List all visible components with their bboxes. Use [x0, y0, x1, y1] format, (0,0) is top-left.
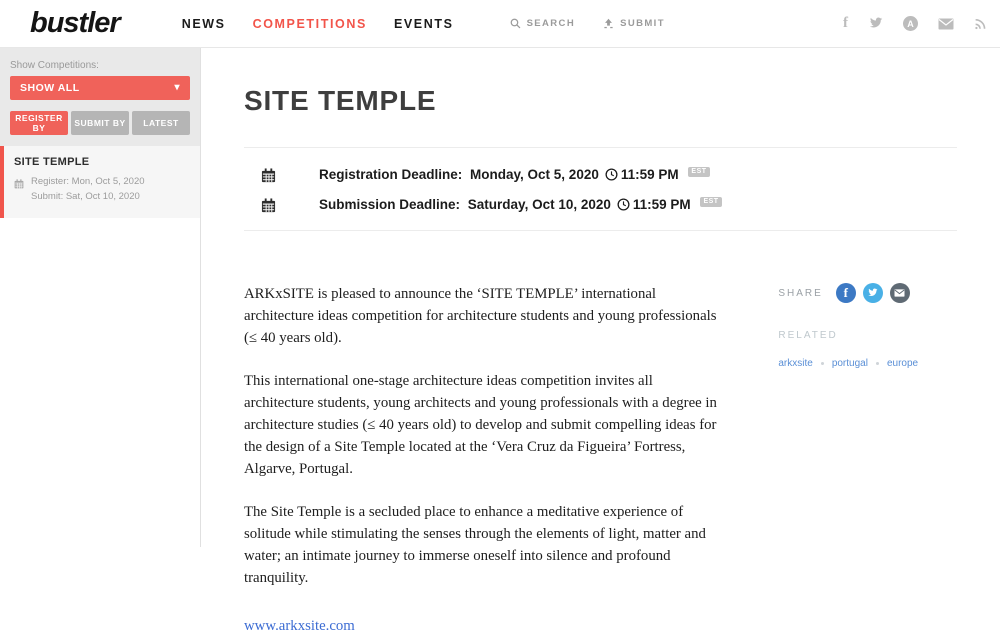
- facebook-icon[interactable]: f: [843, 15, 848, 31]
- submit-button[interactable]: [603, 18, 665, 29]
- related-link-portugal[interactable]: portugal: [831, 358, 868, 369]
- share-twitter-button[interactable]: [863, 283, 883, 303]
- dropdown-value: SHOW ALL: [20, 82, 80, 94]
- email-icon[interactable]: [938, 18, 954, 30]
- filter-label: Show Competitions:: [10, 60, 99, 71]
- competition-list-item[interactable]: [0, 146, 200, 218]
- header: [0, 0, 1000, 48]
- timezone-badge: EST: [688, 167, 709, 177]
- deadline-time: 11:59 PM: [620, 167, 679, 182]
- search-label: SEARCH: [526, 18, 576, 29]
- nav-news[interactable]: NEWS: [181, 16, 226, 31]
- nav-competitions[interactable]: COMPETITIONS: [252, 16, 367, 31]
- clock-icon: [605, 168, 618, 184]
- external-site-link[interactable]: www.arkxsite.com: [244, 618, 355, 635]
- deadlines-section: [244, 148, 957, 230]
- deadline-label: Submission Deadline:: [319, 197, 461, 212]
- related-label: RELATED: [778, 330, 838, 341]
- deadline-label: Registration Deadline:: [319, 167, 463, 182]
- nav-events[interactable]: EVENTS: [393, 16, 454, 31]
- paragraph: The Site Temple is a secluded place to enhance a meditative experience of solitude while stimulating the senses through the elements of light, matter and water; an intimate journey to immerse oneself into silence and profound tranquility.: [244, 503, 706, 587]
- tab-latest[interactable]: LATEST: [132, 111, 190, 135]
- archinect-icon[interactable]: A: [903, 16, 918, 31]
- deadline-date: Saturday, Oct 10, 2020: [467, 197, 611, 212]
- dot-separator: [821, 362, 824, 365]
- submission-deadline-row: [244, 197, 957, 214]
- item-submit-date: Submit: Sat, Oct 10, 2020: [31, 190, 140, 202]
- share-facebook-button[interactable]: f: [836, 283, 856, 303]
- filter-panel: [0, 48, 200, 146]
- item-register-date: Register: Mon, Oct 5, 2020: [31, 176, 145, 187]
- clock-icon: [617, 198, 630, 214]
- dot-separator: [876, 362, 879, 365]
- logo[interactable]: bustler: [30, 7, 120, 39]
- share-email-button[interactable]: [890, 283, 910, 303]
- calendar-icon: [261, 168, 276, 183]
- main-content: [201, 48, 1000, 637]
- deadline-date: Monday, Oct 5, 2020: [470, 167, 599, 182]
- registration-deadline-row: [244, 167, 957, 184]
- show-all-dropdown[interactable]: [10, 76, 190, 100]
- search-button[interactable]: [510, 18, 576, 29]
- upload-icon: [603, 18, 614, 29]
- share-column: [778, 283, 957, 637]
- sort-tabs: [10, 111, 190, 135]
- paragraph: This international one-stage architecture ideas competition invites all architecture students, young architects and young professionals with a degree in architecture studies (≤ 40 years old) to develop and submit compelling ideas for the design of a Site Temple located at the ‘Vera Cruz da Figueira’ Fortress, Algarve, Portugal.: [244, 372, 717, 478]
- tab-register-by[interactable]: REGISTER BY: [10, 111, 68, 135]
- calendar-icon: [14, 176, 24, 204]
- twitter-icon[interactable]: [868, 17, 883, 30]
- header-tools: [510, 18, 665, 29]
- chevron-down-icon: ▾: [174, 82, 180, 93]
- related-link-europe[interactable]: europe: [886, 358, 919, 369]
- main-nav: [182, 17, 454, 31]
- rss-icon[interactable]: [974, 17, 987, 30]
- submit-label: SUBMIT: [620, 18, 665, 29]
- search-icon: [510, 18, 521, 29]
- calendar-icon: [261, 198, 276, 213]
- share-label: SHARE: [778, 287, 823, 299]
- competition-item-dates: [14, 175, 190, 204]
- paragraph: ARKxSITE is pleased to announce the ‘SITE TEMPLE’ international architecture ideas competition for architecture students and young professionals (≤ 40 years old).: [244, 286, 717, 347]
- page-title: SITE TEMPLE: [244, 85, 437, 116]
- tab-submit-by[interactable]: SUBMIT BY: [71, 111, 129, 135]
- article-body: [244, 283, 724, 637]
- header-social: [843, 15, 987, 32]
- sidebar: [0, 48, 201, 547]
- related-section: [778, 330, 957, 369]
- related-link-arkxsite[interactable]: arkxsite: [778, 358, 813, 369]
- competition-item-title: SITE TEMPLE: [14, 156, 90, 168]
- deadline-time: 11:59 PM: [632, 197, 691, 212]
- timezone-badge: EST: [700, 197, 721, 207]
